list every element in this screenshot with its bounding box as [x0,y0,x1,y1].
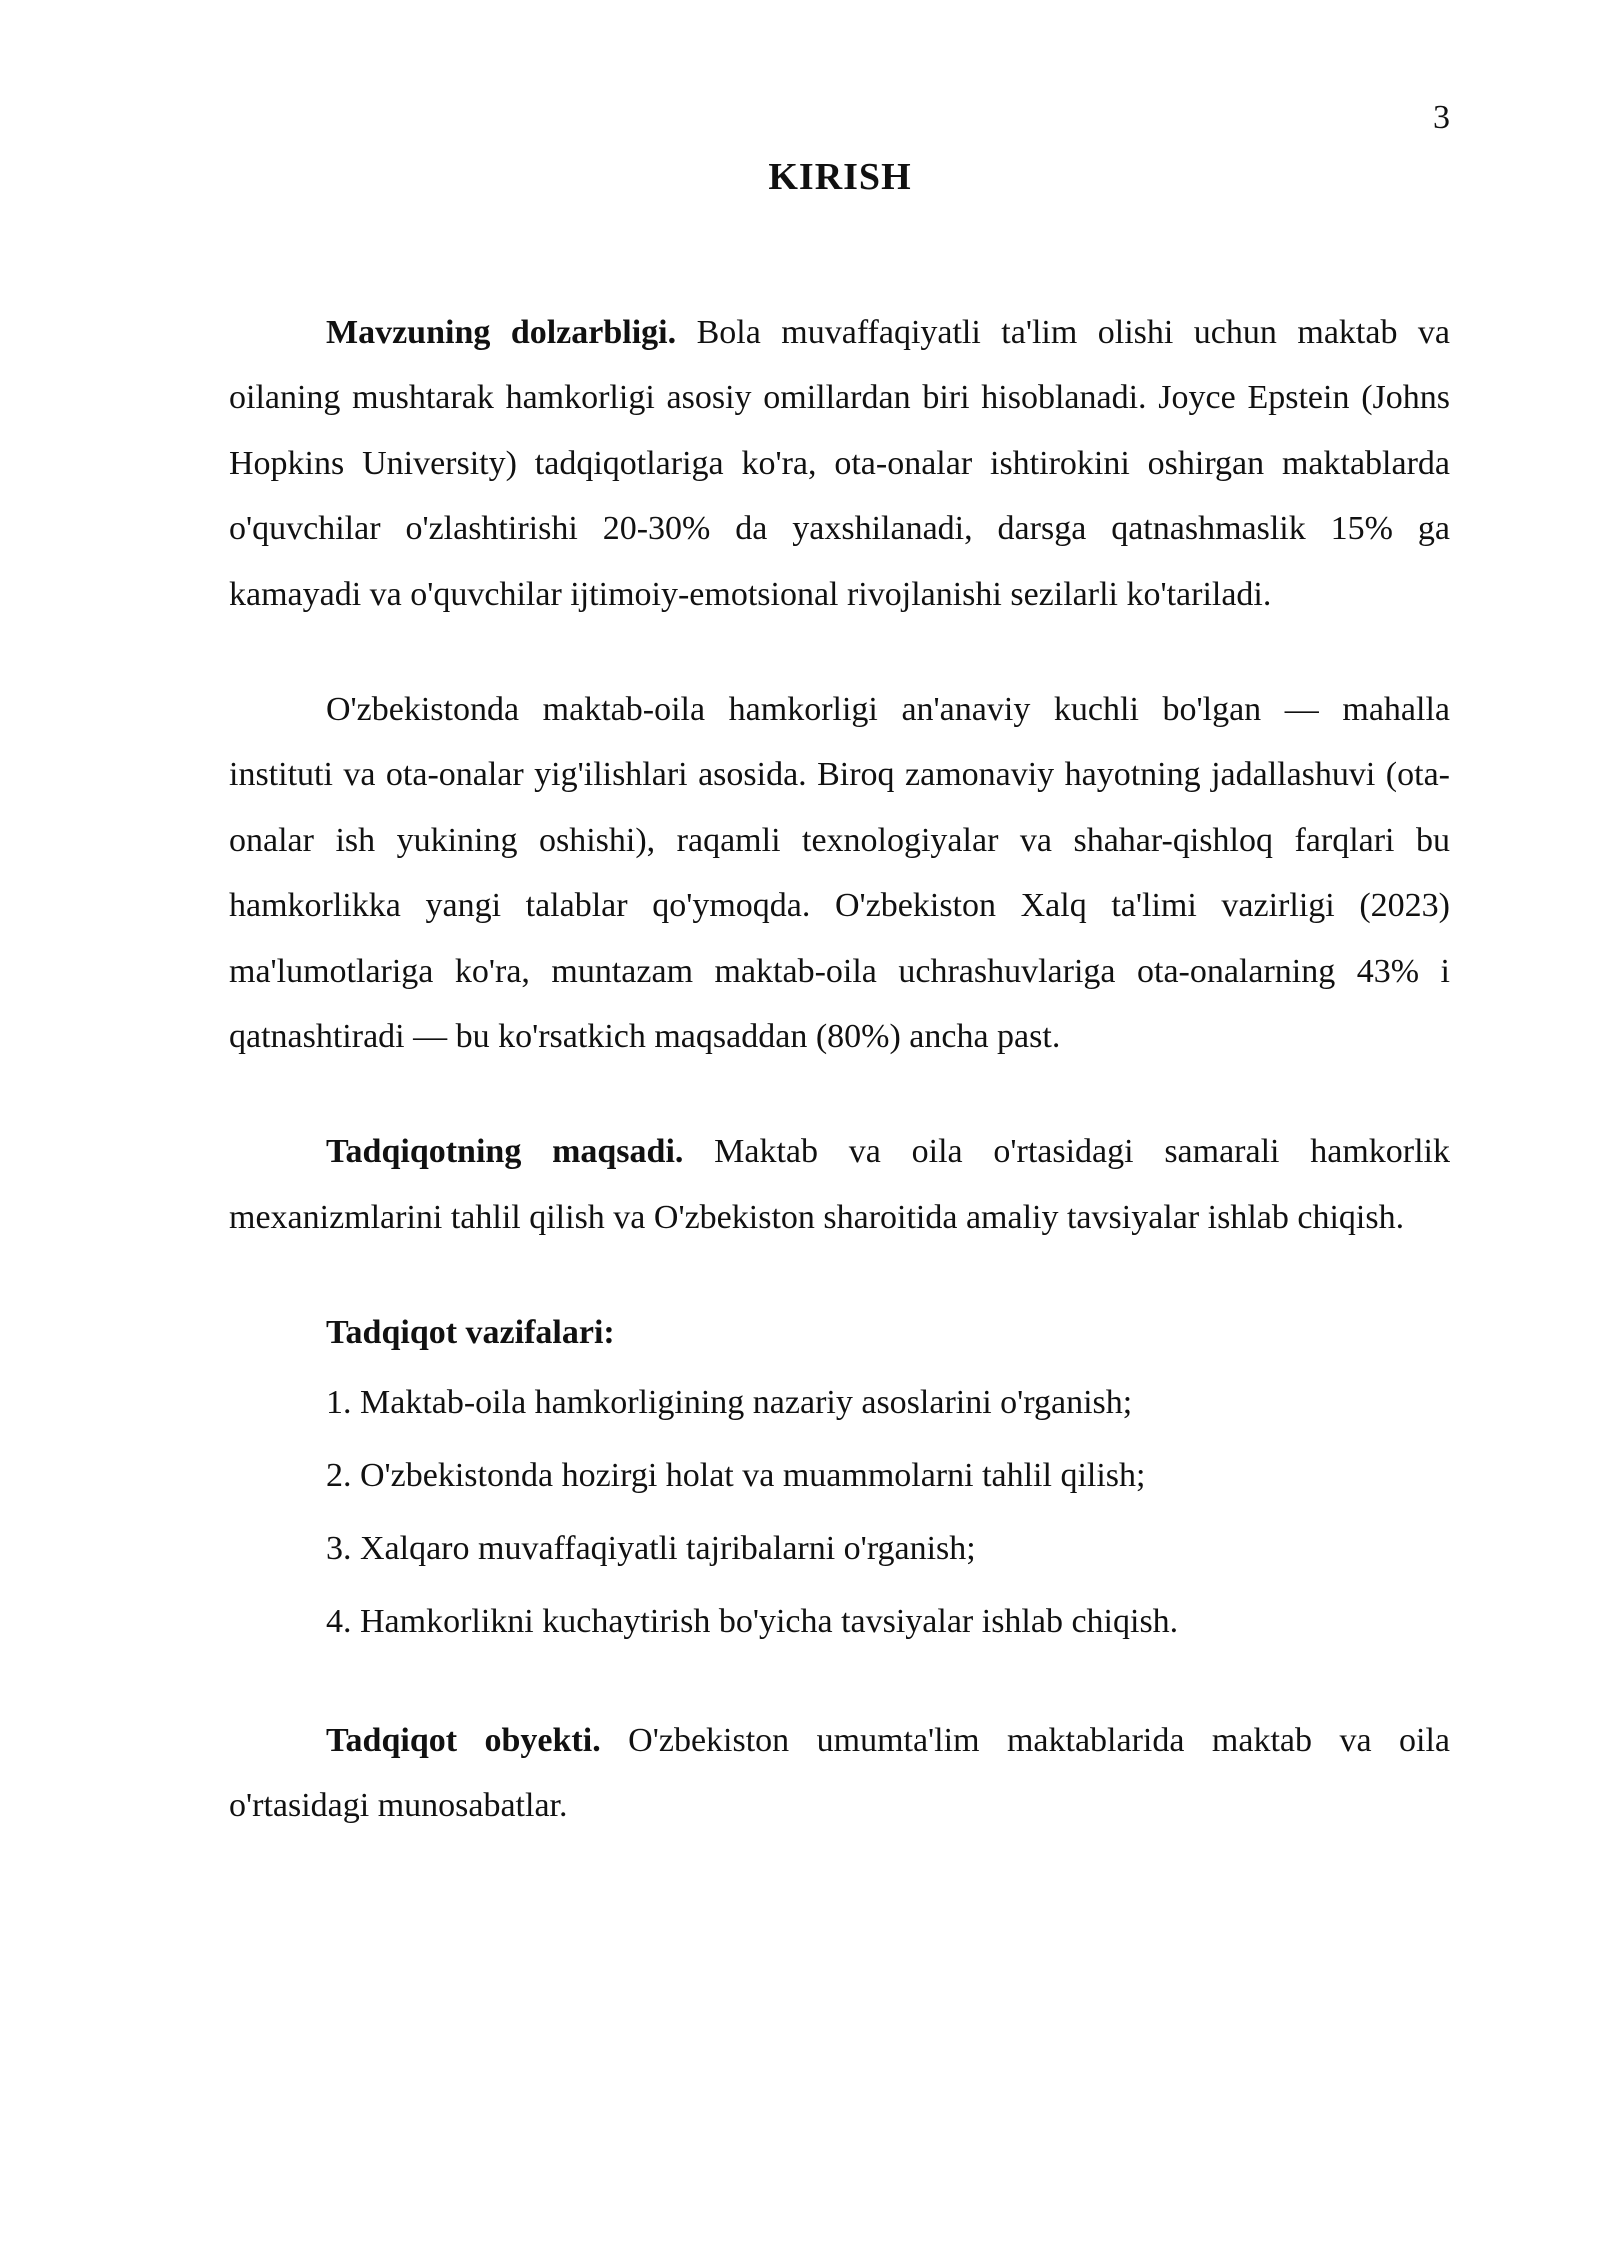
task-item: 3. Xalqaro muvaffaqiyatli tajribalarni o'rganish; [326,1529,976,1567]
task-item: 4. Hamkorlikni kuchaytirish bo'yicha tavsiyalar ishlab chiqish. [326,1602,1179,1640]
paragraph-spacer [229,1658,1450,1708]
object-text: O'zbekiston umumta'lim maktablarida maktab va oila o'rtasidagi munosabatlar. [229,1721,1451,1825]
relevance-text: Bola muvaffaqiyatli ta'lim olishi uchun maktab va oilaning mushtarak hamkorligi asosiy omillardan biri hisoblanadi. Joyce Epstein (Johns Hopkins University) tadqiqotlariga ko'ra, ota-onalar ishtirokini oshirgan maktablarda o'quvchilar o'zlashtirishi 20-30% da yaxshilanadi, darsga qatnashmaslik 15% ga kamayadi va o'quvchilar ijtimoiy-emotsional rivojlanishi sezilarli ko'tariladi. [229,314,1451,613]
page-number: 3 [1433,99,1450,136]
task-item: 1. Maktab-oila hamkorligining nazariy asoslarini o'rganish; [326,1383,1133,1421]
object-label: Tadqiqot obyekti. [326,1721,601,1759]
tasks-heading: Tadqiqot vazifalari: [326,1314,615,1352]
relevance-label: Mavzuning dolzarbligi. [326,314,677,351]
paragraph-uzbekistan [229,677,1450,1069]
paragraph-spacer [229,627,1450,677]
section-title: KIRISH [768,156,912,198]
paragraph-spacer [229,1250,1450,1300]
paragraph-object [229,1708,1450,1839]
paragraph-spacer [229,1069,1450,1119]
goal-label: Tadqiqotning maqsadi. [326,1133,684,1171]
goal-text: Maktab va oila o'rtasidagi samarali hamkorlik mexanizmlarini tahlil qilish va O'zbekiston sharoitida amaliy tavsiyalar ishlab chiqish. [229,1133,1450,1236]
paragraph-goal [229,1119,1450,1250]
tasks-list [229,1366,1450,1658]
uzbekistan-text: O'zbekistonda maktab-oila hamkorligi an'anaviy kuchli bo'lgan — mahalla instituti va ota-onalar yig'ilishlari asosida. Biroq zamonaviy hayotning jadallashuvi (ota-onalar ish yukining oshishi), raqamli texnologiyalar va shahar-qishloq farqlari bu hamkorlikka yangi talablar qo'ymoqda. O'zbekiston Xalq ta'limi vazirligi (2023) ma'lumotlariga ko'ra, muntazam maktab-oila uchrashuvlariga ota-onalarning 43% i qatnashtiradi — bu ko'rsatkich maqsaddan (80%) ancha past. [229,691,1450,1056]
task-item: 2. O'zbekistonda hozirgi holat va muammolarni tahlil qilish; [326,1456,1146,1494]
paragraph-relevance [229,300,1450,627]
document-body [229,300,1450,1839]
